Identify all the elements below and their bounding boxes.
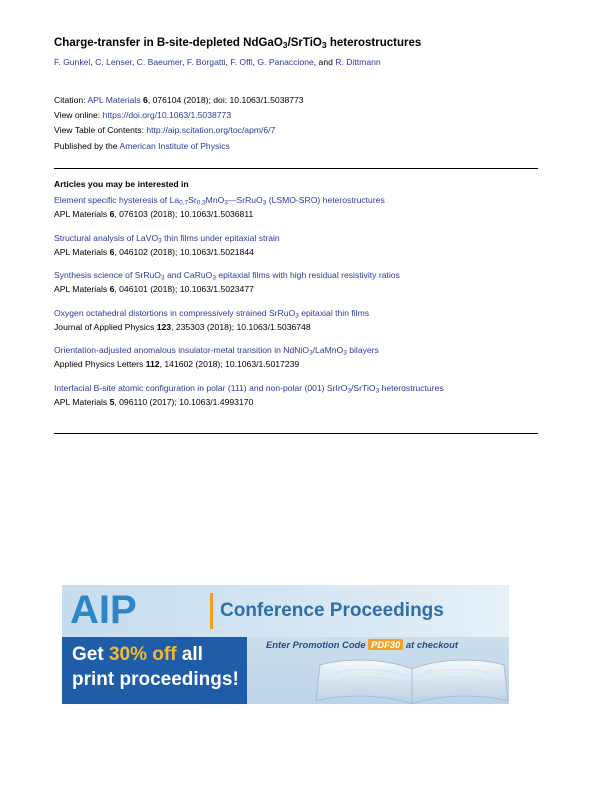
volume-number: 6 (109, 209, 115, 219)
author-list (54, 56, 544, 68)
title-text-part: Interfacial B-site atomic configuration in polar (111) and non-polar (001) SrIrO (54, 382, 348, 393)
promo-text: at checkout (403, 639, 458, 650)
title-text-part: epitaxial thin films (298, 307, 370, 318)
promo-code-badge: PDF30 (368, 639, 403, 650)
toc-row (54, 123, 544, 138)
title-text-part: heterostructures (379, 382, 444, 393)
citation-details: , 076103 (2018); 10.1063/1.5036811 (114, 209, 254, 219)
aip-logo: AIP (70, 588, 137, 632)
title-subscript: 3 (295, 312, 299, 320)
title-subscript: 3 (347, 387, 352, 395)
view-online-row (54, 108, 544, 123)
author-separator: , (252, 57, 258, 67)
related-article-citation (54, 395, 544, 409)
offer-text (72, 642, 239, 692)
author-link[interactable]: F. Borgatti (186, 57, 226, 67)
title-text-part: Sr (188, 195, 197, 205)
title-subscript: 0.3 (196, 199, 206, 207)
author-link[interactable]: C. Baeumer (136, 57, 183, 67)
title-text-part: (LSMO-SRO) heterostructures (266, 195, 385, 205)
title-subscript: 3 (158, 237, 162, 245)
offer-panel (62, 637, 247, 704)
offer-text-part: all (176, 644, 203, 665)
author-separator: , (131, 57, 137, 67)
journal-name: Applied Physics Letters (54, 359, 144, 369)
title-subscript: 3 (224, 199, 228, 207)
title-text-part: Oxygen octahedral distortions in compressively strained SrRuO (54, 307, 296, 318)
promo-banner[interactable] (62, 585, 509, 704)
volume-number: 6 (109, 246, 115, 257)
related-article-title-link[interactable] (54, 306, 544, 320)
title-subscript: 3 (375, 387, 380, 395)
citation-row (54, 93, 544, 108)
citation-details: , 046102 (2018); 10.1063/1.5021844 (114, 246, 254, 257)
journal-name: APL Materials (54, 209, 108, 219)
title-text-part: heterostructures (326, 37, 422, 49)
logo-divider-bar (210, 593, 213, 629)
journal-name: APL Materials (54, 246, 108, 257)
title-subscript: 3 (321, 40, 327, 51)
title-text-part: and CaRuO (164, 270, 213, 280)
title-text-part: Structural analysis of LaVO (54, 232, 159, 243)
author-separator: , and (313, 57, 336, 67)
related-article-citation (54, 320, 544, 334)
title-subscript: 3 (282, 40, 288, 51)
title-subscript: 3 (161, 274, 165, 282)
author-link[interactable]: F. Gunkel (54, 57, 91, 67)
volume-number: 5 (109, 396, 115, 407)
title-text-part: —SrRuO (227, 195, 263, 205)
citation-details: , 235303 (2018); 10.1063/1.5036748 (171, 321, 311, 332)
view-online-label: View online: (54, 110, 103, 121)
related-article-title-link[interactable] (54, 193, 544, 207)
title-text-part: /SrTiO (287, 37, 322, 49)
title-text-part: Element specific hysteresis of La (54, 195, 180, 205)
offer-text-part: Get (72, 644, 109, 665)
title-subscript: 3 (212, 274, 216, 282)
citation-details: , 096110 (2017); 10.1063/1.4993170 (114, 396, 254, 407)
product-title: Conference Proceedings (220, 600, 444, 621)
author-link[interactable]: G. Panaccione (257, 57, 314, 67)
publisher-label: Published by the (54, 140, 120, 151)
related-article-title-link[interactable] (54, 268, 544, 282)
related-article (54, 231, 544, 259)
related-heading: Articles you may be interested in (54, 179, 189, 189)
article-title (54, 35, 544, 51)
journal-link[interactable]: APL Materials (87, 95, 141, 105)
divider-bottom (54, 433, 538, 434)
offer-discount: 30% off (108, 644, 177, 665)
author-separator: , (90, 57, 96, 67)
publisher-link[interactable]: American Institute of Physics (119, 140, 230, 151)
title-text-part: Charge-transfer in B-site-depleted NdGaO (54, 37, 283, 49)
title-subscript: 3 (343, 349, 347, 357)
volume-number: 6 (109, 284, 115, 294)
related-article-citation (54, 245, 544, 259)
related-article (54, 343, 544, 371)
title-subscript: 3 (309, 349, 313, 357)
title-text-part: thin films under epitaxial strain (161, 232, 280, 243)
title-text-part: /SrTiO (351, 382, 376, 393)
author-link[interactable]: R. Dittmann (335, 57, 381, 67)
offer-line-1 (72, 642, 239, 667)
related-list (54, 193, 544, 409)
promo-code-line (266, 638, 458, 652)
title-text-part: epitaxial films with high residual resistivity ratios (215, 270, 400, 280)
related-article-title-link[interactable] (54, 343, 544, 357)
related-article-title-link[interactable] (54, 381, 544, 395)
title-text-part: MnO (205, 195, 225, 205)
citation-volume: 6 (143, 95, 148, 105)
title-text-part: Orientation-adjusted anomalous insulator-metal transition in NdNiO (54, 345, 310, 355)
title-text-part: Synthesis science of SrRuO (54, 270, 161, 280)
citation-details: , 046101 (2018); 10.1063/1.5023477 (114, 284, 254, 294)
volume-number: 123 (156, 321, 172, 332)
author-separator: , (182, 57, 187, 67)
related-article (54, 306, 544, 334)
title-subscript: 3 (262, 199, 267, 207)
title-subscript: 0.7 (179, 199, 189, 207)
related-article-title-link[interactable] (54, 231, 544, 245)
title-text-part: /LaMnO (312, 345, 344, 355)
journal-name: Journal of Applied Physics (54, 321, 155, 332)
author-link[interactable]: F. Offi (230, 57, 253, 67)
citation-metadata (54, 93, 544, 154)
related-articles (54, 178, 544, 418)
citation-details: , 141602 (2018); 10.1063/1.5017239 (159, 359, 300, 369)
related-article (54, 381, 544, 409)
journal-name: APL Materials (54, 284, 108, 294)
author-separator: , (225, 57, 231, 67)
offer-line-2: print proceedings! (72, 669, 239, 690)
citation-label: Citation: (54, 95, 88, 105)
citation-details: , 076104 (2018); doi: 10.1063/1.5038773 (147, 95, 304, 105)
toc-link[interactable]: http://aip.scitation.org/toc/apm/6/7 (146, 125, 276, 136)
volume-number: 112 (145, 359, 160, 369)
related-article-citation (54, 357, 544, 371)
divider-top (54, 168, 538, 169)
toc-label: View Table of Contents: (54, 125, 147, 136)
title-text-part: bilayers (346, 345, 379, 355)
related-article (54, 268, 544, 296)
related-article-citation (54, 207, 544, 221)
journal-name: APL Materials (54, 396, 108, 407)
open-book-icon (312, 651, 509, 704)
publisher-row (54, 139, 544, 154)
related-article-citation (54, 282, 544, 296)
related-article (54, 193, 544, 221)
doi-link[interactable]: https://doi.org/10.1063/1.5038773 (102, 110, 232, 121)
promo-text: Enter Promotion Code (266, 639, 369, 650)
author-link[interactable]: C. Lenser (95, 57, 132, 67)
